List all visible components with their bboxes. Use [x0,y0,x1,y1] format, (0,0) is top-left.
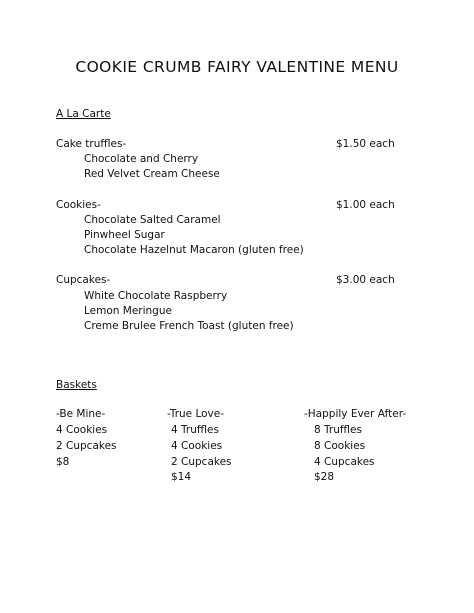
basket-price: $14 [171,471,192,483]
basket-name-true-love: -True Love- [167,408,225,420]
menu-item: Chocolate Salted Caramel [84,214,221,226]
menu-item: Chocolate and Cherry [84,153,199,165]
basket-price: $8 [56,456,70,468]
basket-item: 4 Cookies [171,440,223,452]
a-la-carte-heading: A La Carte [56,108,111,120]
baskets-heading: Baskets [56,379,97,391]
menu-title: COOKIE CRUMB FAIRY VALENTINE MENU [75,58,399,76]
basket-item: 2 Cupcakes [171,456,232,468]
menu-item: White Chocolate Raspberry [84,290,228,302]
cupcakes-price: $3.00 each [336,274,395,286]
basket-item: 8 Truffles [314,424,362,436]
basket-name-happily-ever-after: -Happily Ever After- [304,408,407,420]
menu-item: Red Velvet Cream Cheese [84,168,220,180]
basket-name-be-mine: -Be Mine- [56,408,106,420]
basket-price: $28 [314,471,335,483]
cake-truffles-price: $1.50 each [336,138,395,150]
basket-item: 4 Cupcakes [314,456,375,468]
basket-item: 2 Cupcakes [56,440,117,452]
menu-item: Pinwheel Sugar [84,229,165,241]
basket-item: 8 Cookies [314,440,366,452]
cookies-price: $1.00 each [336,199,395,211]
basket-item: 4 Cookies [56,424,108,436]
basket-item: 4 Truffles [171,424,219,436]
menu-item: Lemon Meringue [84,305,172,317]
menu-item: Chocolate Hazelnut Macaron (gluten free) [84,244,304,256]
menu-item: Creme Brulee French Toast (gluten free) [84,320,294,332]
cookies-label: Cookies- [56,199,101,211]
cake-truffles-label: Cake truffles- [56,138,127,150]
cupcakes-label: Cupcakes- [56,274,111,286]
